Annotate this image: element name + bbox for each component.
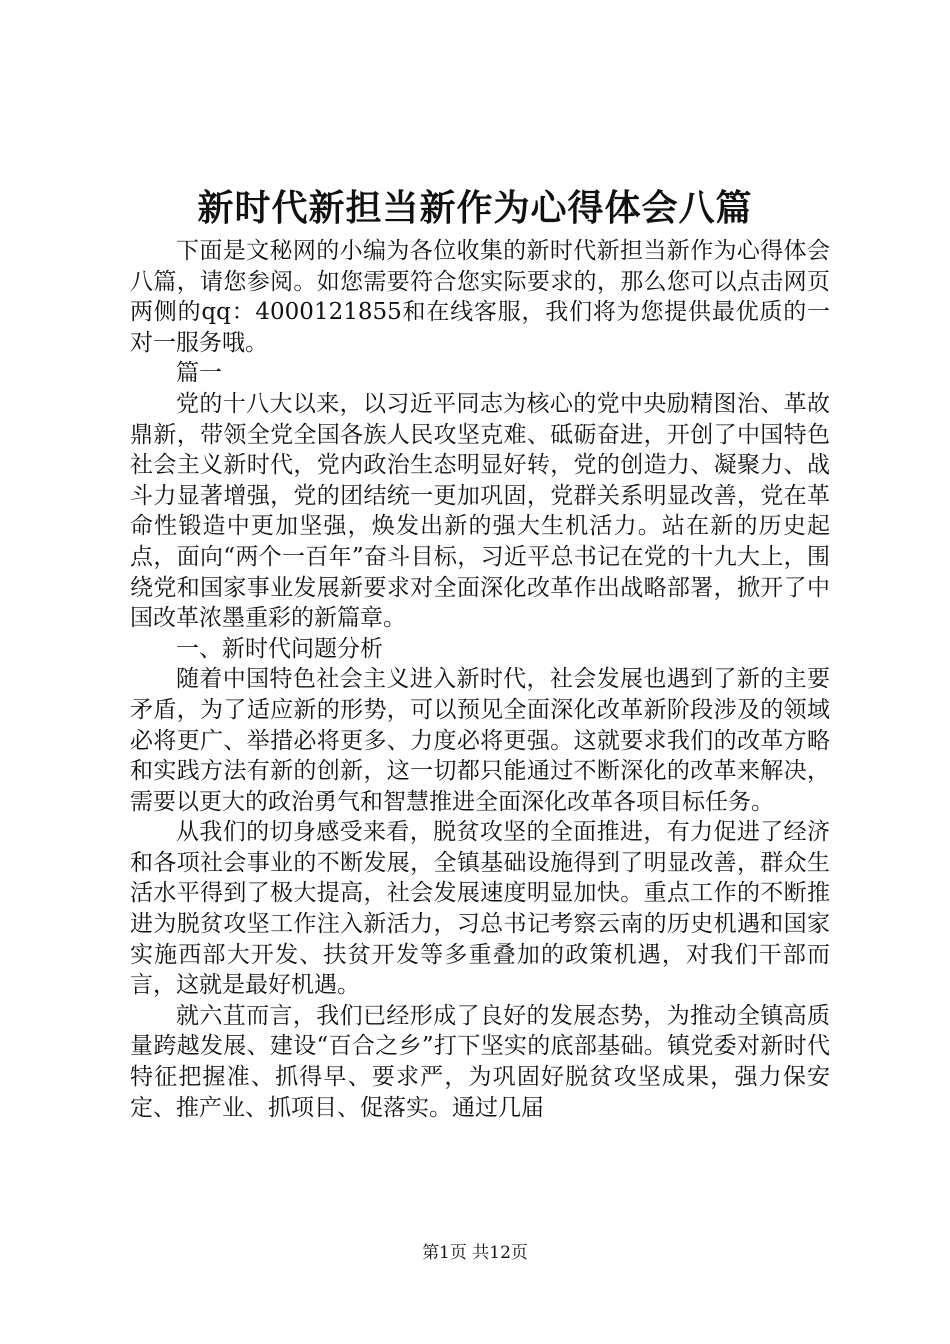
paragraph: 随着中国特色社会主义进入新时代，社会发展也遇到了新的主要矛盾，为了适应新的形势，可以预见全面深化改革新阶段涉及的领域必将更广、举措必将更多、力度必将更强。这就要求我们的改革方略和实践方法有新的创新，这一切都只能通过不断深化的改革来解决，需要以更大的政治勇气和智慧推进全面深化改革各项目标任务。 <box>130 666 830 815</box>
paragraph: 党的十八大以来，以习近平同志为核心的党中央励精图治、革故鼎新，带领全党全国各族人民攻坚克难、砥砺奋进，开创了中国特色社会主义新时代，党内政治生态明显好转，党的创造力、凝聚力、战斗力显著增强，党的团结统一更加巩固，党群关系明显改善，党在革命性锻造中更加坚强，焕发出新的强大生机活力。站在新的历史起点，面向“两个一百年”奋斗目标，习近平总书记在党的十九大上，围绕党和国家事业发展新要求对全面深化改革作出战略部署，掀开了中国改革浓墨重彩的新篇章。 <box>130 390 830 632</box>
paragraph-intro: 下面是文秘网的小编为各位收集的新时代新担当新作为心得体会八篇，请您参阅。如您需要符合您实际要求的，那么您可以点击网页两侧的qq：4000121855和在线客服，我们将为您提供最优质的一对一服务哦。 <box>130 238 830 356</box>
section-heading: 篇一 <box>176 360 222 387</box>
paragraph: 从我们的切身感受来看，脱贫攻坚的全面推进，有力促进了经济和各项社会事业的不断发展，全镇基础设施得到了明显改善，群众生活水平得到了极大提高，社会发展速度明显加快。重点工作的不断推进为脱贫攻坚工作注入新活力，习总书记考察云南的历史机遇和国家实施西部大开发、扶贫开发等多重叠加的政策机遇，对我们干部而言，这就是最好机遇。 <box>130 819 830 999</box>
paragraph: 就六苴而言，我们已经形成了良好的发展态势，为推动全镇高质量跨越发展、建设“百合之乡”打下坚实的底部基础。镇党委对新时代特征把握准、抓得早、要求严，为巩固好脱贫攻坚成果，强力保安定、推产业、抓项目、促落实。通过几届 <box>130 1002 830 1121</box>
document-body <box>130 236 830 1123</box>
page-title: 新时代新担当新作为心得体会八篇 <box>197 187 753 229</box>
page-footer: 第1页 共12页 <box>422 1243 528 1263</box>
section-heading: 一、新时代问题分析 <box>176 635 383 662</box>
